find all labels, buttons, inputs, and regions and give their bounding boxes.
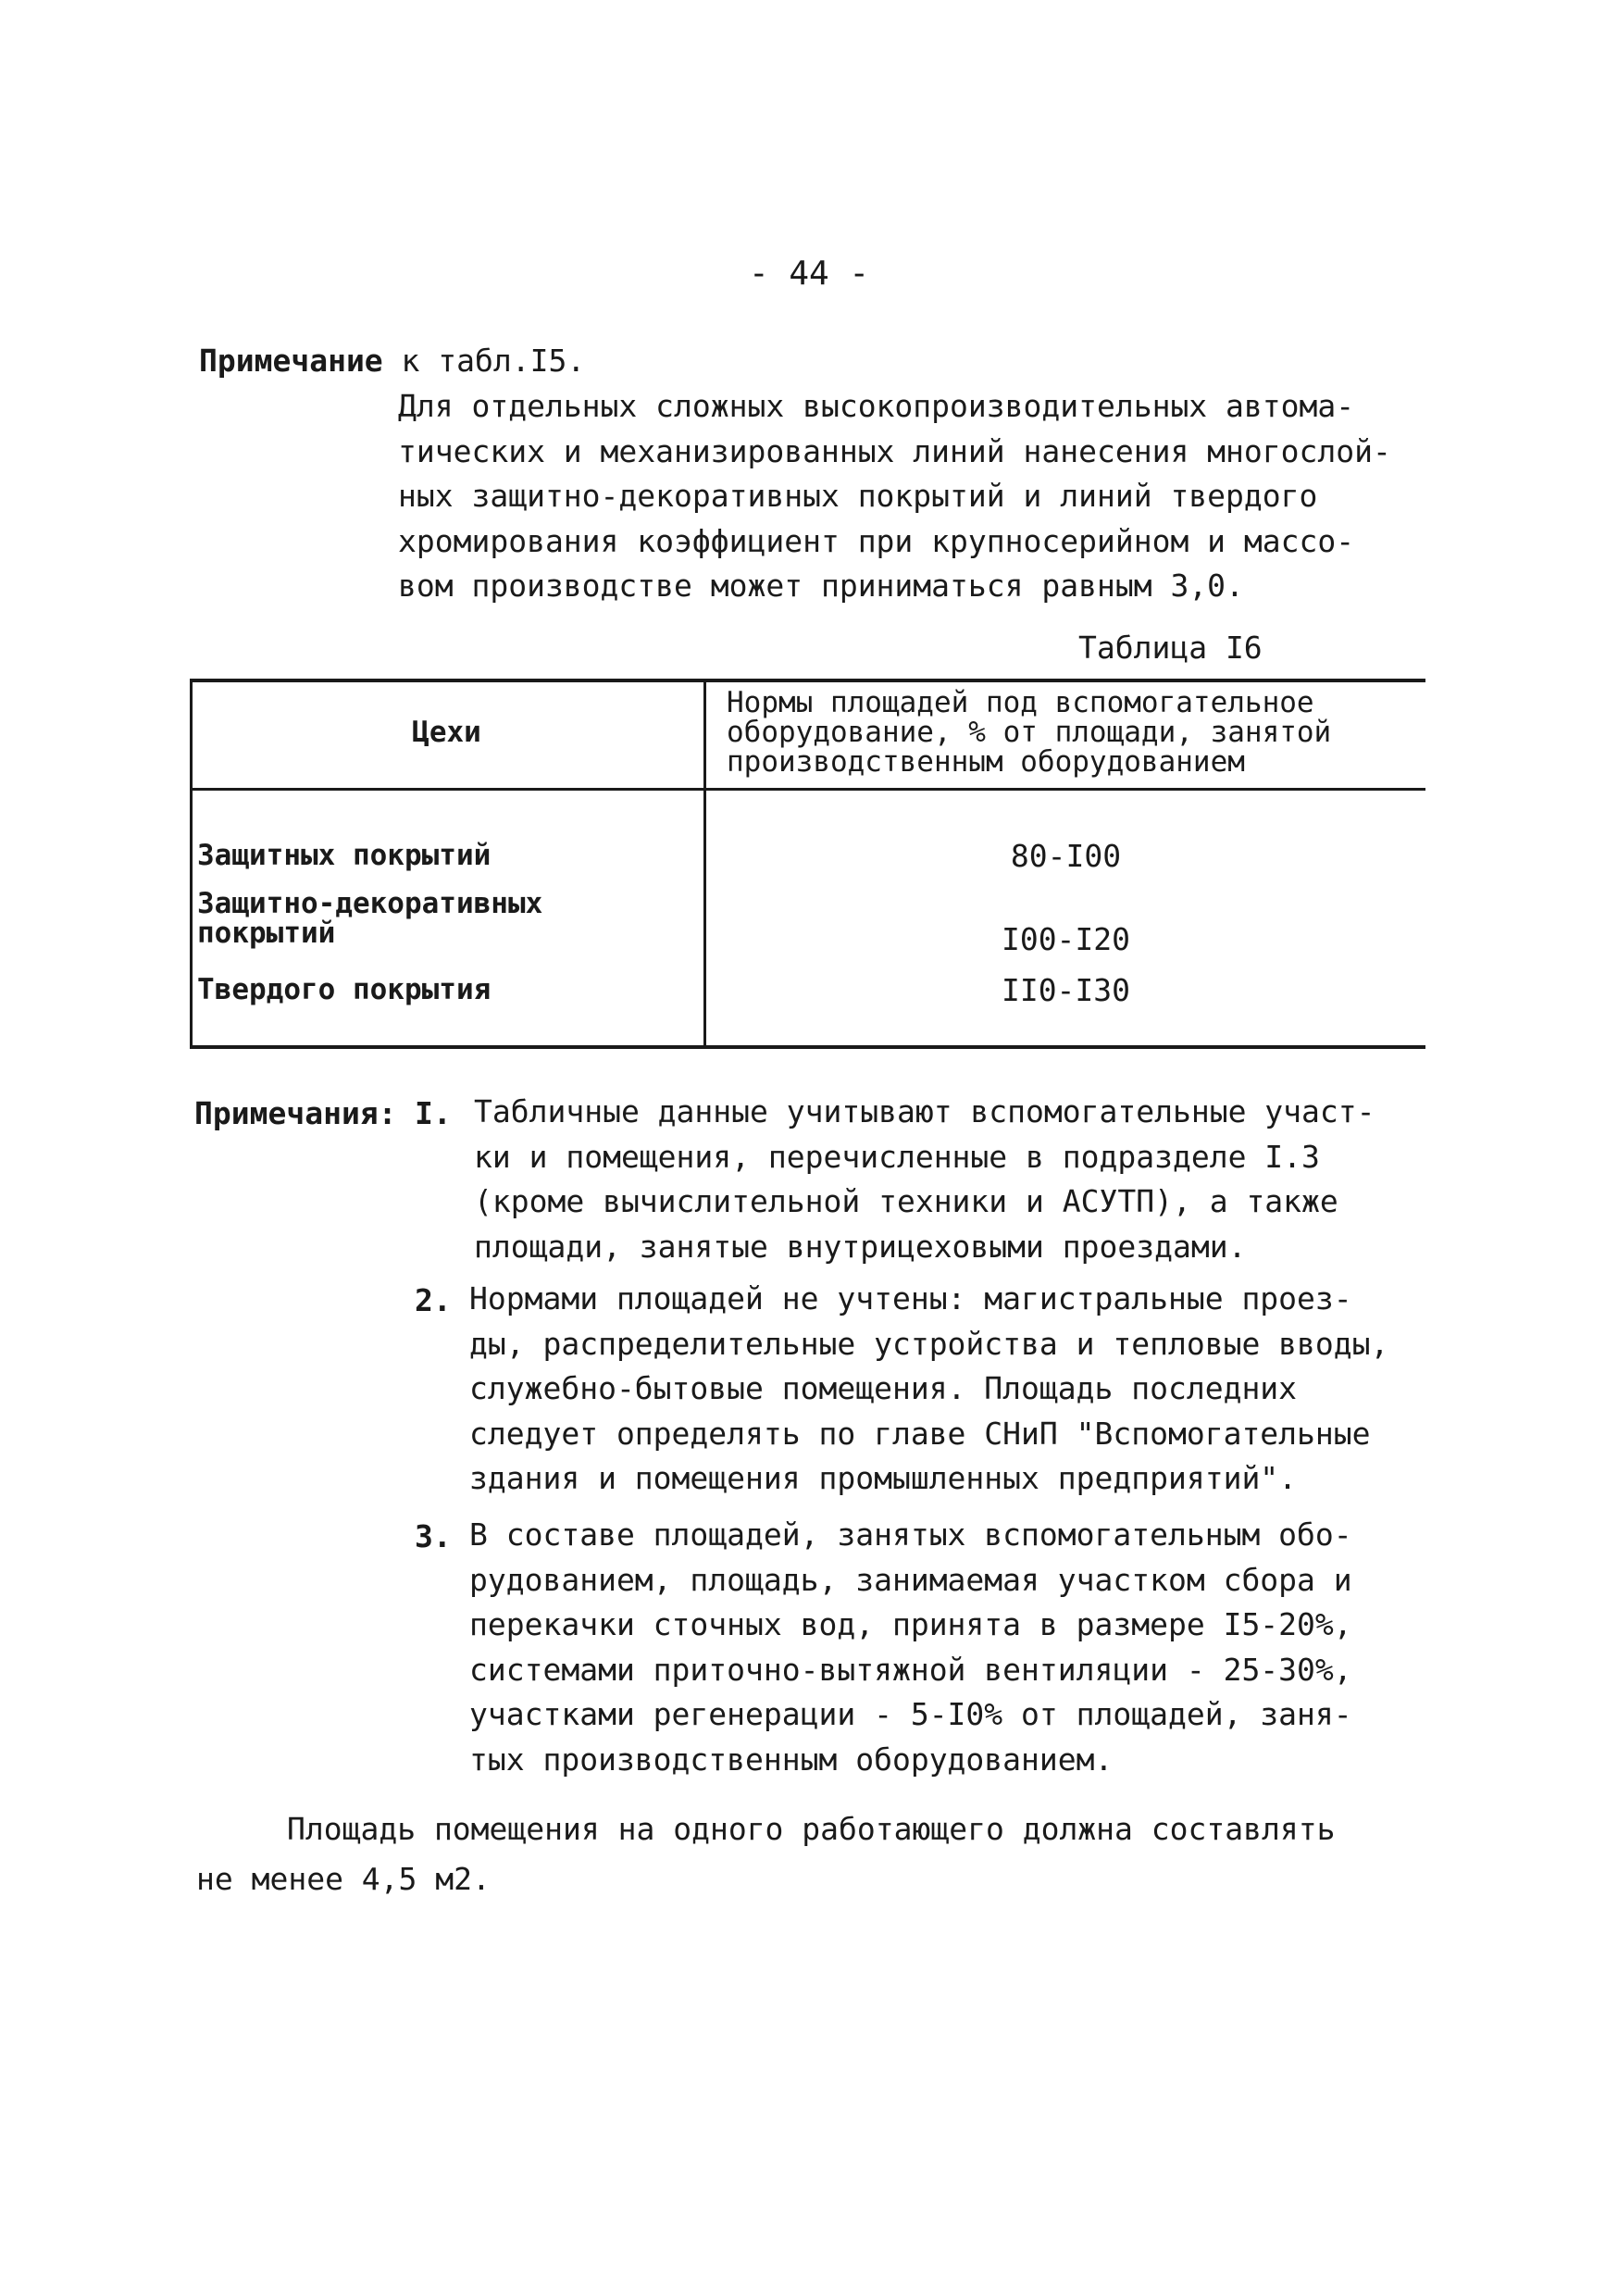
table-header-workshops: Цехи: [412, 716, 481, 749]
text-line: ки и помещения, перечисленные в подразделе I.3: [474, 1138, 1320, 1175]
table-row-value: I00-I20: [1001, 921, 1131, 957]
note-title-ref: к табл.I5.: [382, 343, 586, 379]
note-item: [469, 1277, 1388, 1502]
text-line: вом производстве может приниматься равным 3,0.: [398, 568, 1244, 604]
row-name-line: Твердого покрытия: [197, 973, 492, 1006]
text-line: перекачки сточных вод, принята в размере I5-20%,: [469, 1606, 1352, 1642]
header-line: оборудование, % от площади, занятой: [727, 716, 1332, 749]
table-row-name: [197, 975, 491, 1004]
note-number: 2.: [415, 1282, 452, 1318]
final-paragraph-line-2: [196, 1857, 491, 1903]
header-line: производственным оборудованием: [727, 745, 1245, 779]
table-label: Таблица I6: [1078, 630, 1263, 666]
notes-label: Примечания:: [194, 1095, 397, 1131]
table-bottom-rule: [190, 1045, 1425, 1049]
table-top-rule: [190, 679, 1425, 682]
text-line: не менее 4,5 м2.: [196, 1861, 491, 1897]
table-row-name: [197, 889, 542, 948]
text-line: здания и помещения промышленных предприятий".: [469, 1460, 1298, 1496]
note-title: [199, 343, 585, 379]
row-name-line: покрытий: [197, 917, 336, 950]
text-line: В составе площадей, занятых вспомогательным обо-: [469, 1516, 1352, 1553]
text-line: рудованием, площадь, занимаемая участком сбора и: [469, 1561, 1352, 1598]
text-line: Нормами площадей не учтены: магистральные проез-: [469, 1280, 1352, 1316]
text-line: Табличные данные учитывают вспомогательные участ-: [474, 1093, 1375, 1129]
norms-table: [190, 679, 1425, 1051]
text-line: ных защитно-декоративных покрытий и линий твердого: [398, 478, 1318, 514]
note-number: 3.: [415, 1518, 452, 1554]
table-row-name: [197, 841, 491, 870]
table-header-rule: [190, 788, 1425, 791]
table-row-value: II0-I30: [1001, 972, 1131, 1008]
note-number: I.: [415, 1095, 452, 1131]
note-item: [474, 1090, 1375, 1269]
text-line: служебно-бытовые помещения. Площадь последних: [469, 1370, 1298, 1406]
text-line: площади, занятые внутрицеховыми проездами.: [474, 1228, 1247, 1265]
text-line: (кроме вычислительной техники и АСУТП), а также: [474, 1183, 1338, 1219]
text-line: ды, распределительные устройства и тепловые вводы,: [469, 1325, 1389, 1362]
page-number: - 44 -: [748, 255, 870, 293]
note-paragraph: [398, 384, 1391, 609]
text-line: хромирования коэффициент при крупносерийном и массо-: [398, 522, 1355, 559]
text-line: системами приточно-вытяжной вентиляции - 25-30%,: [469, 1651, 1352, 1688]
text-line: Для отдельных сложных высокопроизводительных автома-: [398, 388, 1355, 424]
final-paragraph-line-1: [287, 1807, 1335, 1853]
table-row-value: 80-I00: [1010, 838, 1122, 874]
text-line: тых производственным оборудованием.: [469, 1741, 1114, 1778]
table-header-norms: [727, 688, 1421, 777]
note-item: [469, 1513, 1352, 1782]
text-line: участками регенерации - 5-I0% от площадей, заня-: [469, 1696, 1352, 1732]
row-name-line: Защитно-декоративных: [197, 887, 543, 920]
row-name-line: Защитных покрытий: [197, 839, 492, 872]
header-line: Нормы площадей под вспомогательное: [727, 686, 1314, 719]
text-line: тических и механизированных линий нанесения многослой-: [398, 432, 1391, 469]
text-line: следует определять по главе СНиП "Вспомогательные: [469, 1415, 1371, 1452]
note-title-label: Примечание: [199, 343, 383, 379]
text-line: Площадь помещения на одного работающего должна составлять: [287, 1811, 1336, 1847]
